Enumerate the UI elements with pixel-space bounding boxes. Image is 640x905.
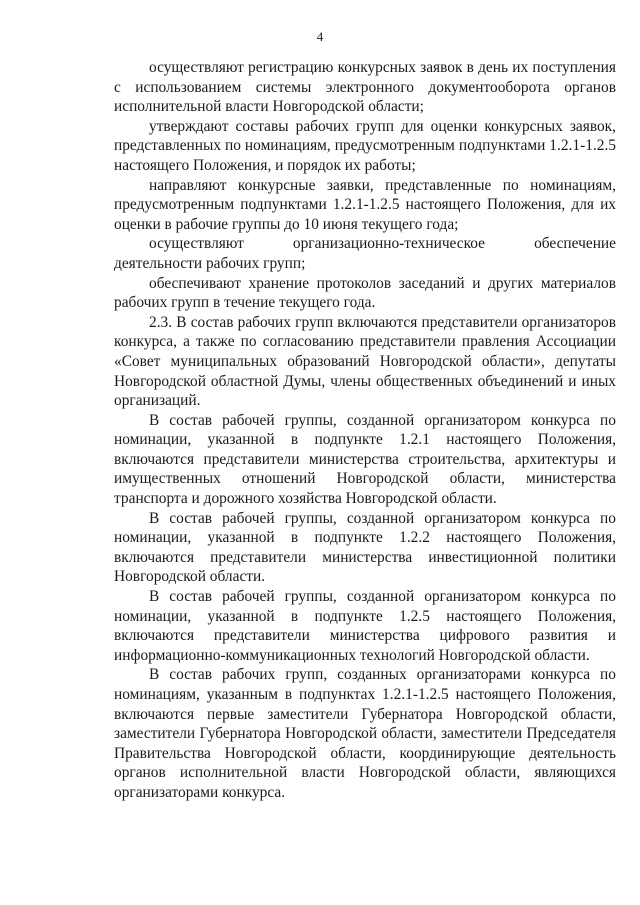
paragraph-send-applications: направляют конкурсные заявки, представленные по номинациям, предусмотренным подпунктами 1.2.1-1.2.5 настоящего Положения, для их оценки в рабочие группы до 10 июня текущего года; (114, 176, 616, 233)
paragraph-nomination-1-2-5: В состав рабочей группы, созданной организатором конкурса по номинации, указанной в подпункте 1.2.5 настоящего Положения, включаются представители министерства цифрового развития и информационно-коммуникационных технологий Новгородской области. (114, 588, 616, 664)
paragraph-org-support: осуществляют организационно-техническое обеспечение деятельности рабочих групп; (114, 235, 616, 272)
document-body (114, 58, 616, 803)
paragraph-registration: осуществляют регистрацию конкурсных заявок в день их поступления с использованием системы электронного документооборота органов исполнительной власти Новгородской области; (114, 59, 616, 116)
paragraph-storage: обеспечивают хранение протоколов заседаний и других материалов рабочих групп в течение текущего года. (114, 274, 616, 312)
page-number: 4 (316, 29, 324, 44)
paragraph-approve-groups: утверждают составы рабочих групп для оценки конкурсных заявок, представленных по номинациям, предусмотренным подпунктами 1.2.1-1.2.5 настоящего Положения, и порядок их работы; (114, 117, 616, 174)
paragraph-2-3-composition: 2.3. В состав рабочих групп включаются представители организаторов конкурса, а также по согласованию представители правления Ассоциации «Совет муниципальных образований Новгородской области», депутаты Новгородской областной Думы, члены общественных объединений и иных организаций. (114, 313, 616, 410)
paragraph-nomination-1-2-2: В состав рабочей группы, созданной организатором конкурса по номинации, указанной в подпункте 1.2.2 настоящего Положения, включаются представители министерства инвестиционной политики Новгородской области. (114, 509, 616, 586)
paragraph-nomination-1-2-1: В состав рабочей группы, созданной организатором конкурса по номинации, указанной в подпункте 1.2.1 настоящего Положения, включаются представители министерства строительства, архитектуры и имущественных отношений Новгородской области, министерства транспорта и дорожного хозяйства Новгородской области. (114, 411, 616, 508)
paragraph-all-nominations: В состав рабочих групп, созданных организаторами конкурса по номинациям, указанным в подпунктах 1.2.1-1.2.5 настоящего Положения, включаются первые заместители Губернатора Новгородской области, заместители Губернатора Новгородской области, заместители Председателя Правительства Новгородской области, координирующие деятельность органов исполнительной власти Новгородской области, являющихся организаторами конкурса. (114, 666, 616, 801)
